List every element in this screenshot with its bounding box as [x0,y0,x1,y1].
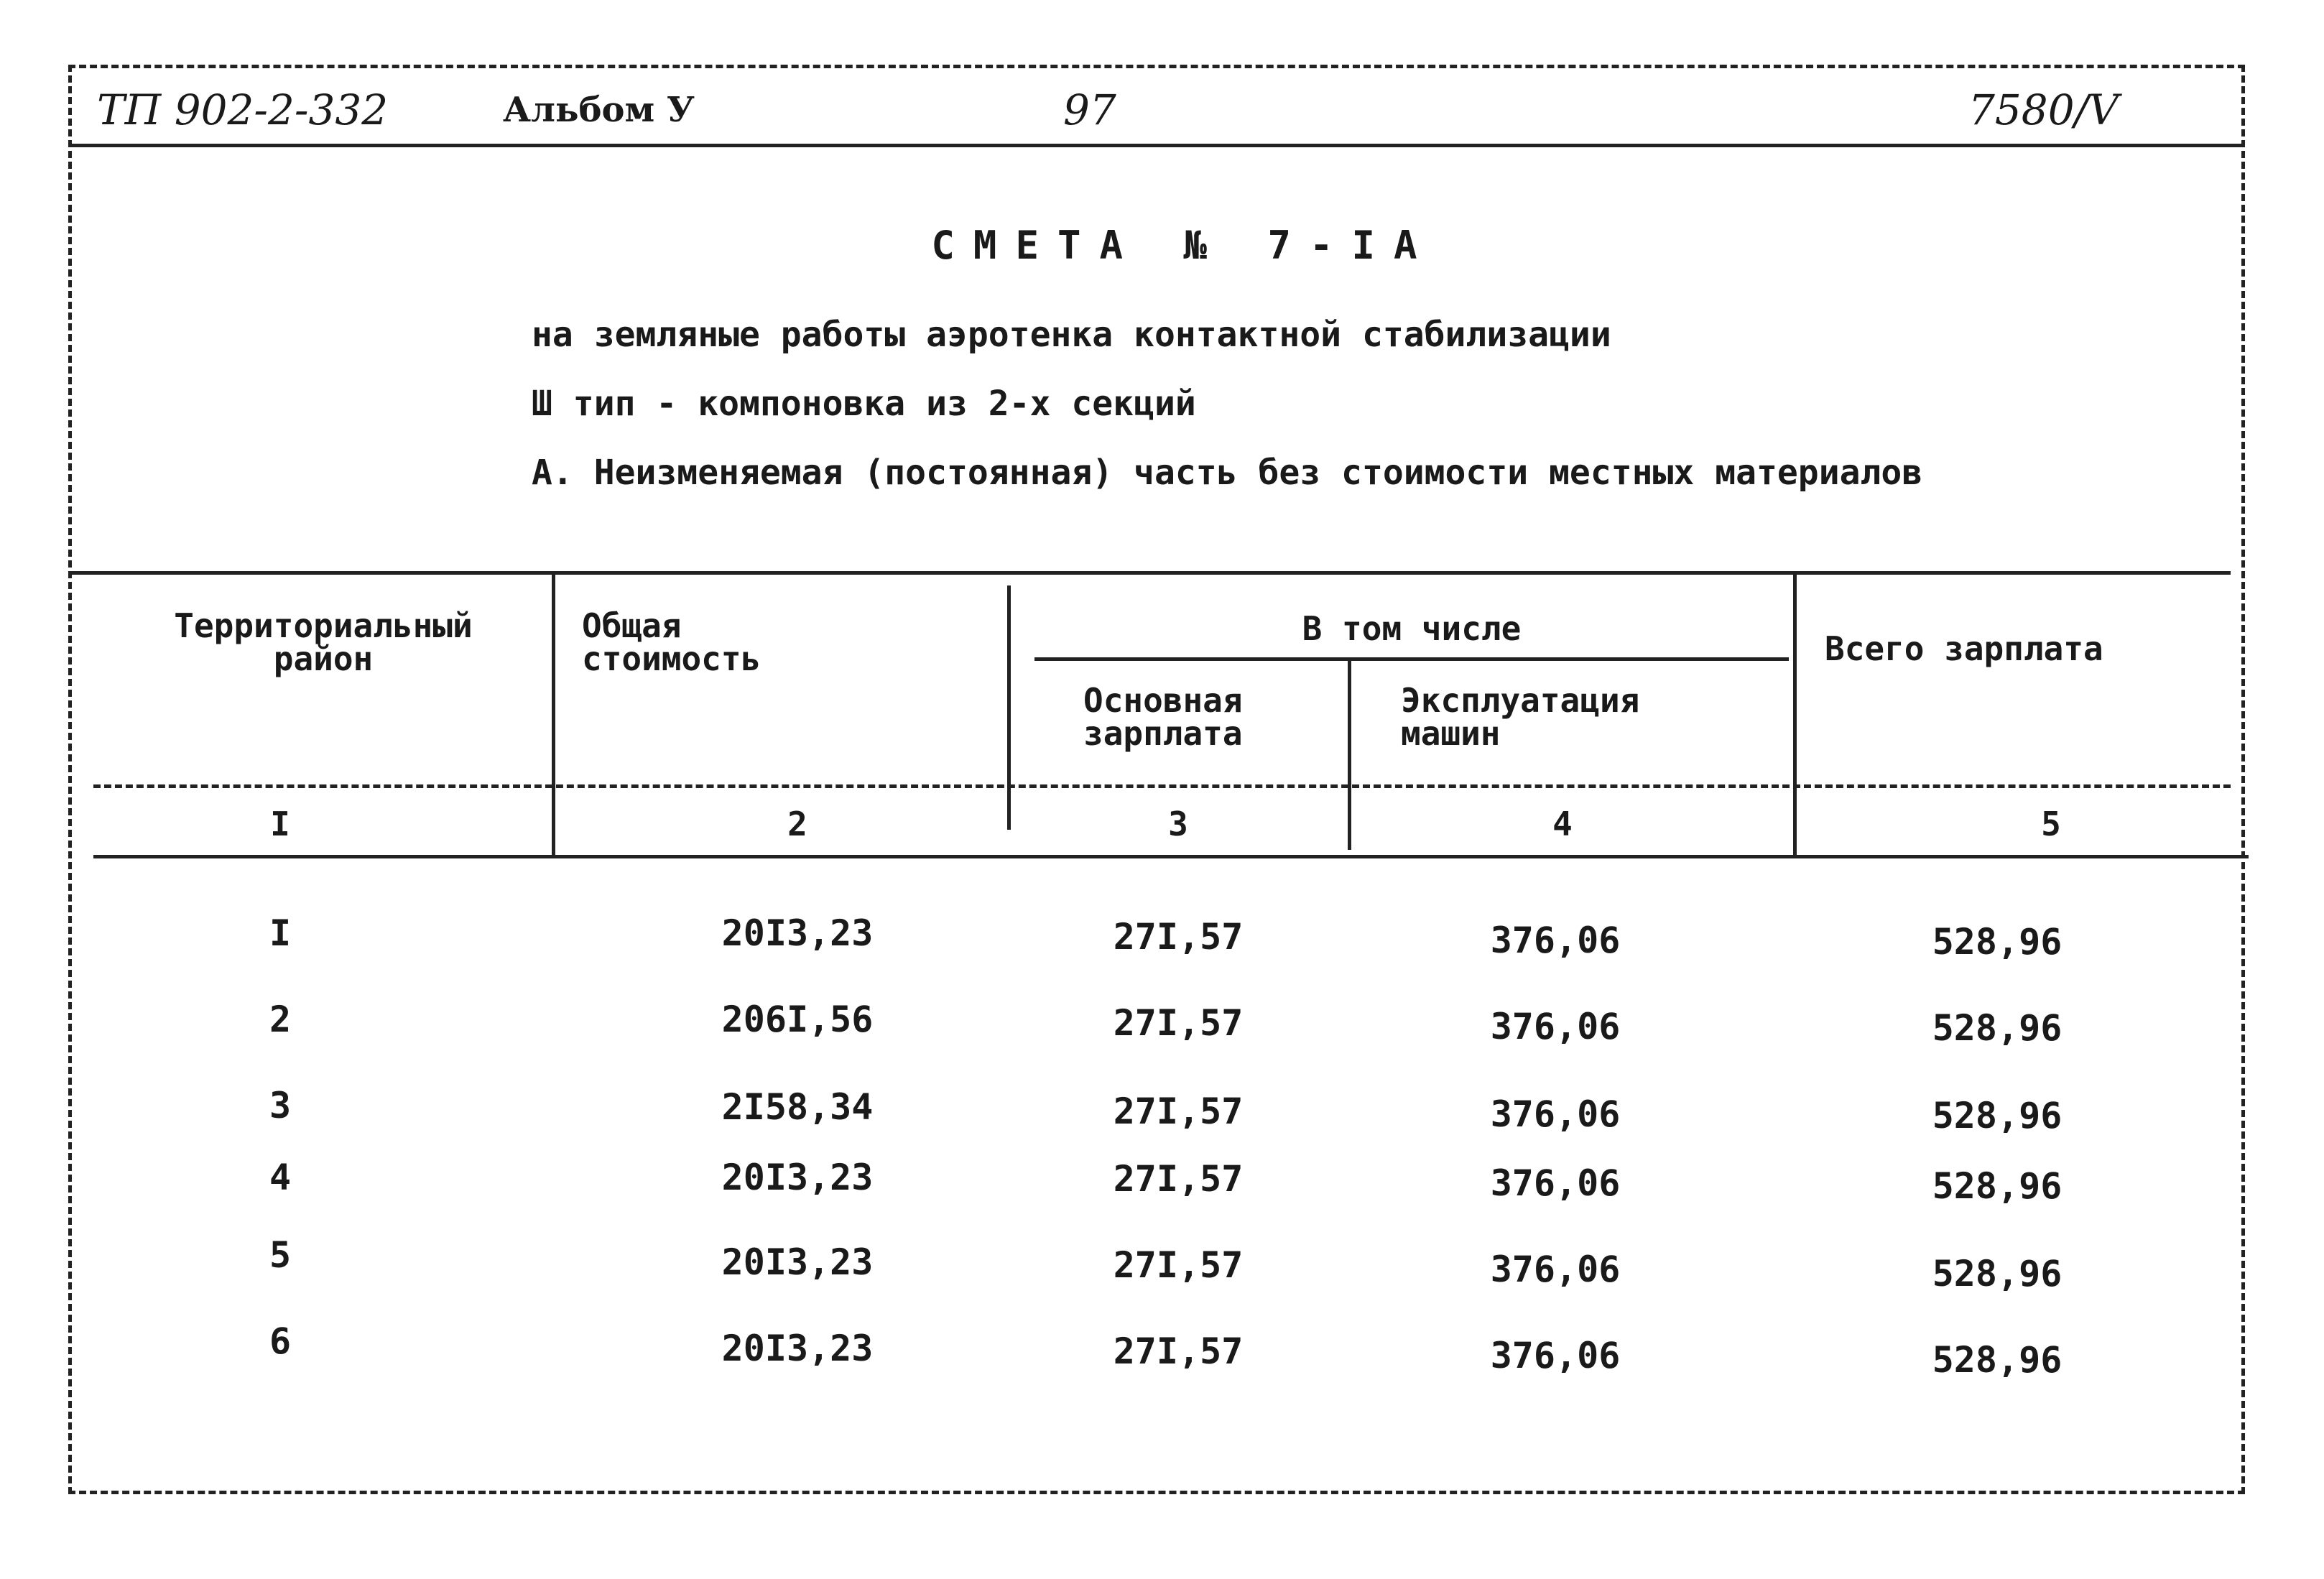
table-top-rule [72,571,2231,575]
table-row-2-base-salary: 27I,57 [1113,1002,1244,1044]
group-header-rule [1034,657,1789,661]
table-row-5-total-salary: 528,96 [1932,1253,2063,1295]
table-row-1-total-salary: 528,96 [1932,921,2063,963]
column-numbers-rule [93,855,2249,858]
header-machine-operation: Эксплуатация машин [1401,681,1640,753]
column-number-2: 2 [787,805,807,843]
table-row-4-total-salary: 528,96 [1932,1165,2063,1207]
subtitle-line-1: на земляные работы аэротенка контактной стабилизации [532,315,1611,355]
table-row-5-district: 5 [269,1234,292,1276]
table-row-2-machine-operation: 376,06 [1490,1006,1621,1047]
table-row-1-base-salary: 27I,57 [1113,916,1244,958]
table-row-6-base-salary: 27I,57 [1113,1330,1244,1372]
table-row-3-total-cost: 2I58,34 [721,1086,874,1128]
col-divider-1 [552,571,555,855]
document-title: СМЕТА № 7-IA [931,223,1436,268]
col-divider-4 [1793,571,1797,855]
table-row-3-total-salary: 528,96 [1932,1095,2063,1136]
col-divider-2 [1007,585,1011,830]
table-row-6-district: 6 [269,1320,292,1362]
header-total-salary: Всего зарплата [1825,629,2103,668]
table-row-4-district: 4 [269,1157,292,1198]
subtitle-line-3: А. Неизменяемая (постоянная) часть без стоимости местных материалов [532,453,1923,493]
table-row-4-machine-operation: 376,06 [1490,1162,1621,1204]
column-number-5: 5 [2041,805,2061,843]
header-total-cost: Общая стоимость [582,606,761,678]
table-row-6-total-salary: 528,96 [1932,1339,2063,1381]
header-territorial-district: Территориальный район [174,606,473,678]
column-number-1: I [270,805,290,843]
header-including: В том числе [1302,609,1522,648]
table-row-5-base-salary: 27I,57 [1113,1244,1244,1286]
table-row-3-district: 3 [269,1085,292,1126]
table-row-6-total-cost: 20I3,23 [721,1328,874,1369]
project-code: ТП 902-2-332 [97,85,389,134]
column-number-3: 3 [1168,805,1188,843]
table-row-1-total-cost: 20I3,23 [721,912,874,954]
table-row-2-total-salary: 528,96 [1932,1007,2063,1049]
table-row-3-machine-operation: 376,06 [1490,1093,1621,1135]
table-row-2-total-cost: 206I,56 [721,999,874,1040]
table-row-5-machine-operation: 376,06 [1490,1249,1621,1290]
header-base-salary: Основная зарплата [1083,681,1243,753]
column-number-4: 4 [1552,805,1573,843]
header-divider [68,144,2245,147]
table-row-2-district: 2 [269,999,292,1040]
table-row-4-base-salary: 27I,57 [1113,1158,1244,1200]
col-divider-3 [1348,659,1351,850]
table-row-1-district: I [269,912,292,954]
page-number: 97 [1063,85,1116,134]
table-row-5-total-cost: 20I3,23 [721,1241,874,1283]
document-number: 7580/V [1968,85,2119,134]
table-row-3-base-salary: 27I,57 [1113,1091,1244,1132]
header-bottom-rule [93,784,2231,788]
album-label: Альбом У [503,90,695,130]
table-row-1-machine-operation: 376,06 [1490,920,1621,961]
subtitle-line-2: Ш тип - компоновка из 2-х секций [532,384,1196,424]
table-row-4-total-cost: 20I3,23 [721,1157,874,1198]
table-row-6-machine-operation: 376,06 [1490,1335,1621,1376]
